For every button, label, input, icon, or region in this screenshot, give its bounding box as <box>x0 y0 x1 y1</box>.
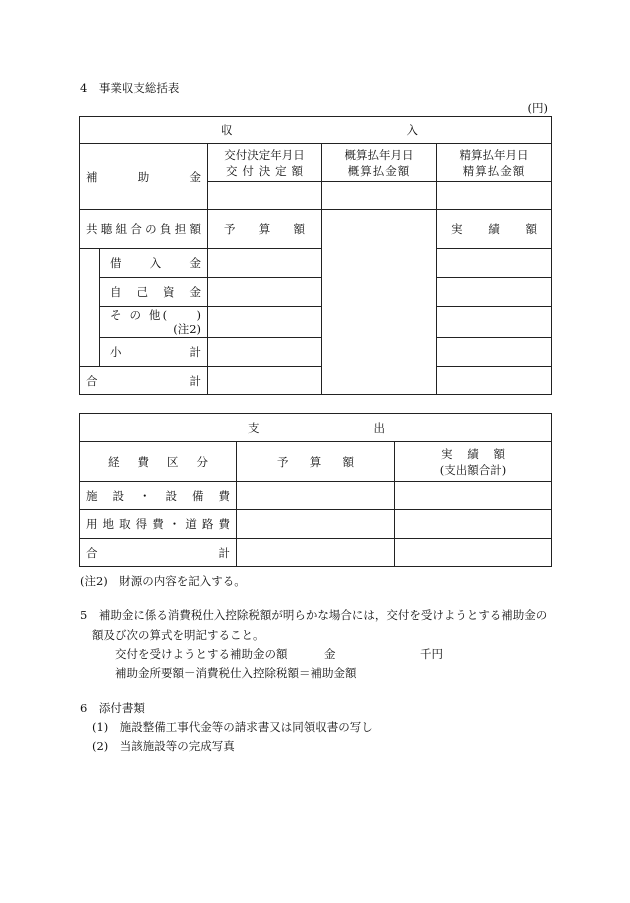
section-6-heading: 6 添付書類 <box>80 701 145 715</box>
facility-label: 施 設 ・ 設 備 費 <box>86 488 230 503</box>
estimate-amount-cell <box>322 182 437 210</box>
burden-label-cell <box>80 210 208 249</box>
expense-table <box>79 413 552 567</box>
income-title-left: 収 <box>221 123 233 137</box>
subtotal-label: 小 計 <box>110 345 201 359</box>
income-total-label-cell <box>80 367 208 395</box>
decision-amount-cell <box>208 182 322 210</box>
expense-actual-header-cell <box>395 442 552 482</box>
subtotal-actual-cell <box>437 338 552 367</box>
decision-header-line1: 交付決定年月日 <box>224 147 305 162</box>
expense-budget-header-cell <box>237 442 395 482</box>
amount-label: 交付を受けようとする補助金の額 <box>115 647 288 661</box>
decision-header-line2: 交付決定額 <box>226 163 303 178</box>
expense-budget-header: 予 算 額 <box>277 454 354 469</box>
burden-label: 共聴組合の負担額 <box>86 222 201 236</box>
own-funds-label: 自 己 資 金 <box>110 285 201 299</box>
expense-note: (注2) 財源の内容を記入する。 <box>80 574 246 588</box>
amount-unit: 千円 <box>420 647 443 661</box>
expense-actual-header-line1: 実 績 額 <box>441 446 506 461</box>
formula: 補助金所要額－消費税仕入控除税額＝補助金額 <box>115 666 357 680</box>
section-5-line1: 5 補助金に係る消費税仕入控除税額が明らかな場合には，交付を受けようとする補助金の <box>80 608 548 622</box>
final-header <box>437 144 552 182</box>
loan-budget-cell <box>208 249 322 278</box>
actual-header: 実 績 額 <box>451 222 538 236</box>
expense-total-label: 合 計 <box>86 545 230 560</box>
land-label-cell <box>80 510 237 539</box>
expense-title-cell <box>80 414 552 442</box>
final-header-line2: 精算払金額 <box>462 163 526 178</box>
own-funds-label-cell <box>100 278 208 307</box>
loan-label: 借 入 金 <box>110 256 201 270</box>
subtotal-budget-cell <box>208 338 322 367</box>
estimate-header <box>322 144 437 182</box>
unit-label: (円) <box>527 101 548 115</box>
other-label: そ の 他( ) <box>110 308 201 322</box>
category-header-cell <box>80 442 237 482</box>
own-funds-actual-cell <box>437 278 552 307</box>
land-actual-cell <box>395 510 552 539</box>
budget-header-cell <box>208 210 322 249</box>
attachment-item-2: (2) 当該施設等の完成写真 <box>92 739 235 753</box>
amount-prefix: 金 <box>324 647 336 661</box>
loan-label-cell <box>100 249 208 278</box>
facility-actual-cell <box>395 482 552 510</box>
expense-total-budget-cell <box>237 539 395 567</box>
subsidy-label: 補 助 金 <box>86 169 201 184</box>
subtotal-label-cell <box>100 338 208 367</box>
other-note: (注2) <box>173 322 201 336</box>
final-amount-cell <box>437 182 552 210</box>
section-5-line2: 額及び次の算式を明記すること。 <box>92 628 265 642</box>
income-title-right: 入 <box>406 123 419 137</box>
land-budget-cell <box>237 510 395 539</box>
decision-header <box>208 144 322 182</box>
estimate-header-line2: 概算払金額 <box>347 163 411 178</box>
subsidy-label-cell <box>80 144 208 210</box>
expense-title-right: 出 <box>373 420 386 435</box>
income-title-cell <box>80 117 552 144</box>
other-actual-cell <box>437 307 552 338</box>
indent-spacer <box>80 249 100 367</box>
attachment-item-1: (1) 施設整備工事代金等の請求書又は同領収書の写し <box>92 720 373 734</box>
expense-title-left: 支 <box>248 420 260 435</box>
category-header: 経 費 区 分 <box>108 454 208 469</box>
budget-header: 予 算 額 <box>224 222 305 236</box>
income-total-actual-cell <box>437 367 552 395</box>
expense-total-actual-cell <box>395 539 552 567</box>
own-funds-budget-cell <box>208 278 322 307</box>
land-label: 用地取得費・道路費 <box>86 517 230 531</box>
estimate-blank-cell <box>322 210 437 395</box>
expense-actual-header-line2: (支出額合計) <box>439 462 507 477</box>
facility-label-cell <box>80 482 237 510</box>
facility-budget-cell <box>237 482 395 510</box>
actual-header-cell <box>437 210 552 249</box>
estimate-header-line1: 概算払年月日 <box>344 147 414 162</box>
income-total-label: 合 計 <box>86 373 201 388</box>
expense-total-label-cell <box>80 539 237 567</box>
loan-actual-cell <box>437 249 552 278</box>
other-label-cell <box>100 307 208 338</box>
income-table <box>79 116 552 395</box>
section-4-heading: 4 事業収支総括表 <box>80 81 180 95</box>
other-budget-cell <box>208 307 322 338</box>
final-header-line1: 精算払年月日 <box>459 147 529 162</box>
income-total-budget-cell <box>208 367 322 395</box>
